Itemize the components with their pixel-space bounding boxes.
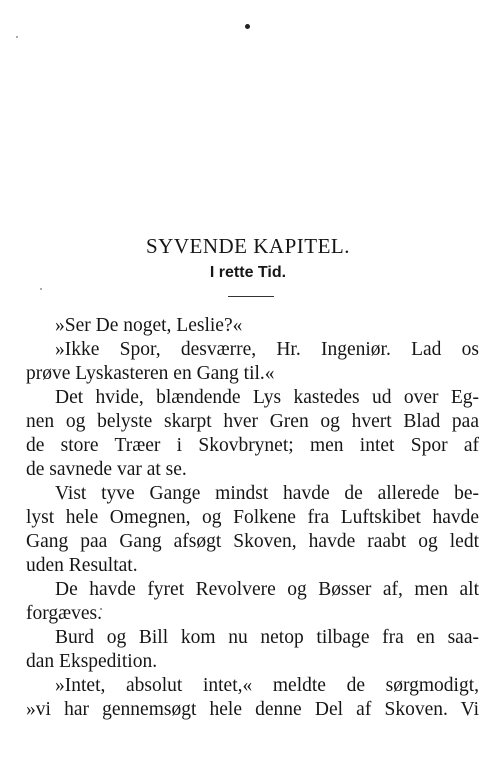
text-line: de store Træer i Skovbrynet; men intet Spor af xyxy=(26,435,479,456)
print-speck xyxy=(245,24,250,29)
text-line: prøve Lyskasteren en Gang til.« xyxy=(26,363,275,384)
text-line: »Ikke Spor, desværre, Hr. Ingeniør. Lad os xyxy=(55,339,479,360)
chapter-subtitle: I rette Tid. xyxy=(209,264,287,281)
text-line: nen og belyste skarpt hver Gren og hvert Blad paa xyxy=(26,411,479,432)
print-speck xyxy=(16,36,18,38)
text-line: »vi har gennemsøgt hele denne Del af Skoven. Vi xyxy=(26,699,479,720)
text-line: Burd og Bill kom nu netop tilbage fra en saa- xyxy=(55,627,479,648)
text-line: uden Resultat. xyxy=(26,555,138,576)
text-line: de savnede var at se. xyxy=(26,459,187,480)
text-line: Gang paa Gang afsøgt Skoven, havde raabt og ledt xyxy=(26,531,479,552)
chapter-title: SYVENDE KAPITEL. xyxy=(146,234,350,258)
print-speck xyxy=(40,288,42,290)
text-line: dan Ekspedition. xyxy=(26,651,158,672)
text-line: lyst hele Omegnen, og Folkene fra Luftskibet havde xyxy=(26,507,479,528)
text-line: De havde fyret Revolvere og Bøsser af, men alt xyxy=(55,579,479,600)
text-line: Det hvide, blændende Lys kastedes ud over Eg- xyxy=(55,387,479,408)
text-line: forgæves. xyxy=(26,603,103,624)
text-line: »Intet, absolut intet,« meldte de sørgmodigt, xyxy=(55,675,479,696)
text-line: »Ser De noget, Leslie?« xyxy=(55,315,243,336)
divider-rule xyxy=(228,296,274,297)
text-line: Vist tyve Gange mindst havde de allerede be- xyxy=(55,483,479,504)
